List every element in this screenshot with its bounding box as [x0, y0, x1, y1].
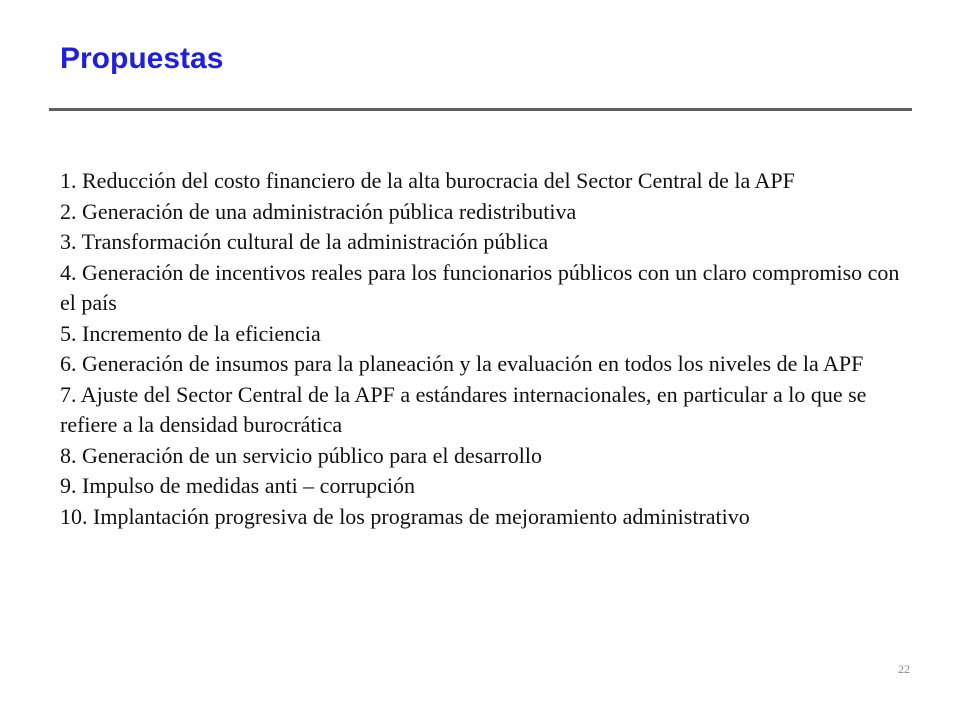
proposals-list	[60, 166, 910, 532]
proposal-item: 1. Reducción del costo financiero de la alta burocracia del Sector Central de la APF	[60, 168, 795, 193]
proposal-item: 8. Generación de un servicio público para el desarrollo	[60, 442, 542, 468]
page-number: 22	[898, 662, 910, 676]
proposal-item: 2. Generación de una administración pública redistributiva	[60, 198, 577, 224]
proposal-item: 3. Transformación cultural de la administración pública	[60, 229, 549, 254]
title-divider	[49, 108, 912, 111]
proposal-item: 6. Generación de insumos para la planeación y la evaluación en todos los niveles de la APF	[60, 351, 864, 376]
proposal-item: 9. Impulso de medidas anti – corrupción	[60, 473, 415, 498]
slide-title: Propuestas	[60, 42, 224, 75]
proposal-item: 10. Implantación progresiva de los programas de mejoramiento administrativo	[60, 503, 750, 529]
proposal-item: 7. Ajuste del Sector Central de la APF a estándares internacionales, en particular a lo que se refiere a la densidad burocrática	[60, 381, 867, 437]
proposal-item: 4. Generación de incentivos reales para los funcionarios públicos con un claro compromiso con el país	[60, 259, 900, 315]
proposal-item: 5. Incremento de la eficiencia	[60, 320, 321, 346]
